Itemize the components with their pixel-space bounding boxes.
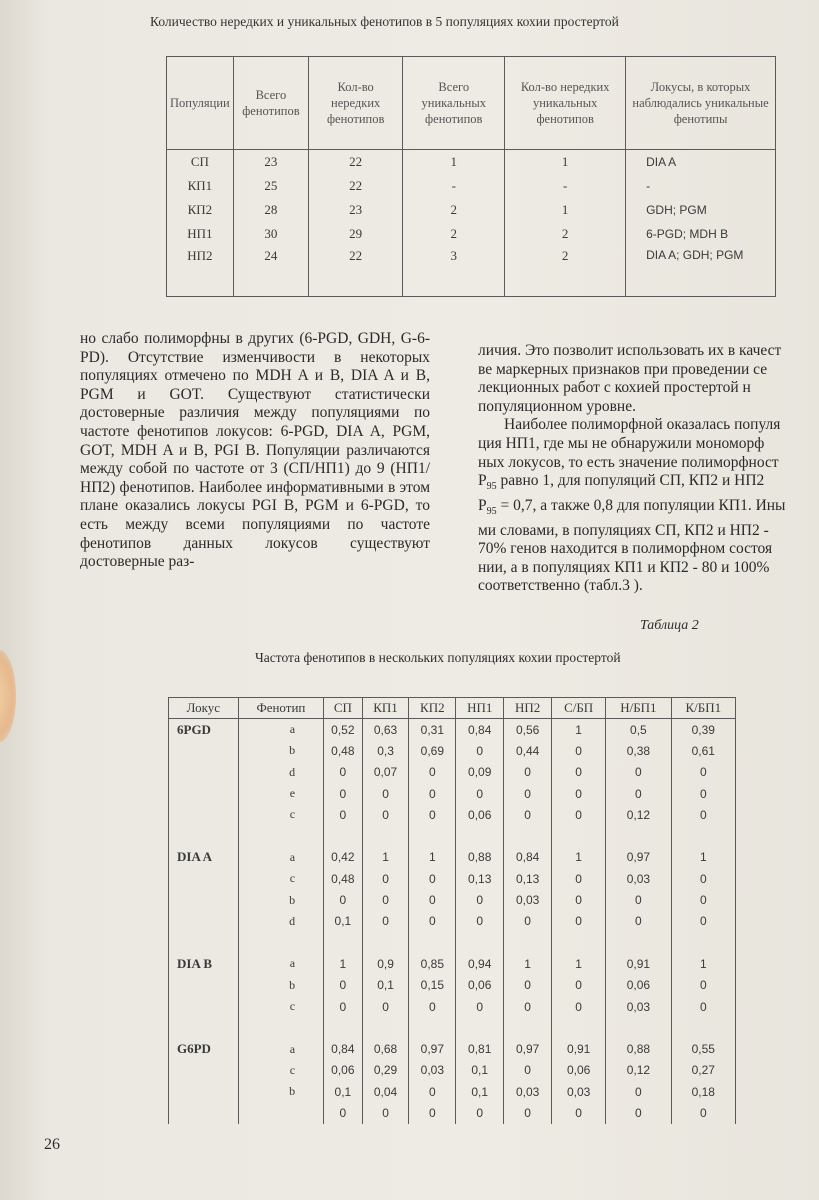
- frequency-cell: 0,94: [456, 953, 504, 974]
- frequency-cell: 0,03: [552, 1081, 606, 1102]
- text-line: лекционных работ с кохией простертой н: [478, 379, 751, 397]
- frequency-cell: 0: [324, 1102, 363, 1123]
- p95-symbol: P: [478, 472, 487, 490]
- empty-cell: [456, 825, 504, 846]
- table1-cell: КП2: [167, 198, 234, 222]
- frequency-cell: 0,06: [456, 804, 504, 825]
- table1-cell: НП1: [167, 222, 234, 246]
- frequency-cell: 1: [362, 847, 409, 868]
- table1: [166, 56, 776, 297]
- p95-subscript: 95: [486, 505, 497, 517]
- thumb-shadow: [0, 650, 16, 742]
- frequency-cell: 0,88: [606, 1038, 671, 1059]
- empty-cell: [362, 932, 409, 953]
- phenotype-cell: a: [238, 953, 323, 974]
- frequency-cell: 0,85: [409, 953, 456, 974]
- text-line: ных локусов, то есть значение полиморфност: [478, 453, 779, 471]
- empty-cell: [606, 932, 671, 953]
- frequency-cell: 0: [409, 1102, 456, 1123]
- frequency-cell: 0: [671, 996, 735, 1017]
- frequency-cell: 0,48: [324, 868, 363, 889]
- locus-cell: [169, 975, 239, 996]
- frequency-cell: 0,55: [671, 1038, 735, 1059]
- paragraph: но слабо полиморфны в других (6-PGD, GDH, G-6-PD). Отсутствие изменчивости в некоторых популяциях отмечено по MDH A и B, DIA A и B, PGM и GOT. Существуют статистически достоверные различия между популяциями по частоте фенотипов локусов: 6-PGD, DIA A, PGM, GOT, MDH A и B, PGI B. Популяции различаются между собой по частоте от 3 (СП/НП1) до 9 (НП1/НП2) фенотипов. Наиболее информативными в этом плане оказались локусы PGI B, PGM и 6-PGD, то есть между всеми популяциями по частоте фенотипов данных локусов существуют достоверные раз-: [80, 330, 430, 571]
- empty-cell: [409, 1017, 456, 1038]
- frequency-cell: 0,1: [324, 1081, 363, 1102]
- p95-symbol: P: [478, 496, 487, 514]
- table1-caption: Количество нередких и уникальных фенотипов в 5 популяциях кохии простертой: [150, 14, 619, 29]
- text-line: 70% генов находится в полиморфном состоя: [478, 540, 773, 558]
- table-row: [169, 996, 736, 1017]
- page-number: 26: [44, 1136, 60, 1153]
- table1-header-cell: Локусы, в которых наблюдались уникальные фенотипы: [626, 57, 776, 150]
- empty-cell: [671, 932, 735, 953]
- frequency-cell: 0: [504, 975, 552, 996]
- empty-cell: [552, 1017, 606, 1038]
- empty-cell: [169, 1017, 239, 1038]
- table2-header-row: [169, 698, 736, 719]
- empty-cell: [456, 1017, 504, 1038]
- phenotype-cell: b: [238, 975, 323, 996]
- frequency-cell: 0: [362, 996, 409, 1017]
- frequency-cell: 0: [409, 762, 456, 783]
- frequency-cell: 0: [671, 804, 735, 825]
- frequency-cell: 0: [504, 996, 552, 1017]
- frequency-cell: 0: [456, 740, 504, 761]
- table2-header-cell: НП2: [504, 698, 552, 719]
- table-gap-row: [169, 932, 736, 953]
- empty-cell: [409, 825, 456, 846]
- table2-header-cell: Н/БП1: [606, 698, 671, 719]
- frequency-cell: 0: [504, 1102, 552, 1123]
- frequency-cell: 0,68: [362, 1038, 409, 1059]
- phenotype-cell: d: [238, 762, 323, 783]
- frequency-cell: 0,48: [324, 740, 363, 761]
- frequency-cell: 0,39: [671, 719, 735, 741]
- frequency-cell: 0: [606, 762, 671, 783]
- phenotype-cell: a: [238, 719, 323, 741]
- text-line: Наиболее полиморфной оказалась популя: [504, 416, 781, 434]
- frequency-cell: 0: [671, 762, 735, 783]
- frequency-cell: 0,03: [504, 1081, 552, 1102]
- table1-cell: КП1: [167, 174, 234, 198]
- frequency-cell: 0: [456, 911, 504, 932]
- locus-cell: [169, 1081, 239, 1102]
- phenotype-cell: c: [238, 868, 323, 889]
- frequency-cell: 0: [552, 740, 606, 761]
- frequency-cell: 0,52: [324, 719, 363, 741]
- table-row: [169, 762, 736, 783]
- table-row: [169, 1038, 736, 1059]
- empty-cell: [324, 932, 363, 953]
- frequency-cell: 0: [324, 889, 363, 910]
- frequency-cell: 0,1: [362, 975, 409, 996]
- table1-cell: 29: [309, 222, 403, 246]
- frequency-cell: 0: [409, 1081, 456, 1102]
- table1-cell: 22: [309, 150, 403, 175]
- frequency-cell: 0,06: [552, 1060, 606, 1081]
- table-row: [169, 953, 736, 974]
- frequency-cell: 0: [409, 783, 456, 804]
- frequency-cell: 0: [504, 783, 552, 804]
- empty-cell: [606, 1017, 671, 1038]
- phenotype-cell: c: [238, 1060, 323, 1081]
- frequency-cell: 0,12: [606, 1060, 671, 1081]
- frequency-cell: 0,06: [456, 975, 504, 996]
- table-row: [167, 222, 776, 246]
- frequency-cell: 1: [409, 847, 456, 868]
- table-row: [169, 975, 736, 996]
- frequency-cell: 0,18: [671, 1081, 735, 1102]
- table1-cell: 2: [403, 222, 505, 246]
- text-line: ция НП1, где мы не обнаружили мономорф: [478, 434, 765, 452]
- table1-cell: 1: [403, 150, 505, 175]
- frequency-cell: 0,07: [362, 762, 409, 783]
- text-line: нии, а в популяциях КП1 и КП2 - 80 и 100%: [478, 558, 770, 576]
- frequency-cell: 0,44: [504, 740, 552, 761]
- frequency-cell: 0: [671, 889, 735, 910]
- frequency-cell: 0: [324, 762, 363, 783]
- locus-cell: [169, 740, 239, 761]
- table-row: [169, 847, 736, 868]
- frequency-cell: 0,84: [504, 847, 552, 868]
- frequency-cell: 0,56: [504, 719, 552, 741]
- frequency-cell: 1: [552, 847, 606, 868]
- frequency-cell: 0,38: [606, 740, 671, 761]
- table2: [168, 697, 736, 1124]
- frequency-cell: 0: [606, 1102, 671, 1123]
- frequency-cell: 0: [552, 911, 606, 932]
- frequency-cell: 0: [504, 911, 552, 932]
- table1-cell: DIA A: [626, 150, 776, 175]
- frequency-cell: 0,03: [409, 1060, 456, 1081]
- table2-body: [169, 719, 736, 1124]
- phenotype-cell: [238, 1102, 323, 1123]
- text-line: личия. Это позволит использовать их в качест: [478, 342, 782, 359]
- frequency-cell: 0,84: [324, 1038, 363, 1059]
- frequency-cell: 0,63: [362, 719, 409, 741]
- empty-cell: [504, 932, 552, 953]
- table2-header-cell: СП: [324, 698, 363, 719]
- frequency-cell: 0: [362, 1102, 409, 1123]
- locus-cell: [169, 762, 239, 783]
- locus-cell: 6PGD: [169, 719, 239, 741]
- table1-header-cell: Всего фенотипов: [233, 57, 308, 150]
- frequency-cell: 0: [362, 783, 409, 804]
- locus-cell: [169, 1102, 239, 1123]
- empty-cell: [552, 825, 606, 846]
- frequency-cell: 0: [362, 804, 409, 825]
- empty-cell: [504, 1017, 552, 1038]
- frequency-cell: 1: [671, 953, 735, 974]
- frequency-cell: 0: [504, 762, 552, 783]
- frequency-cell: 0: [409, 911, 456, 932]
- frequency-cell: 0,84: [456, 719, 504, 741]
- frequency-cell: 0,9: [362, 953, 409, 974]
- table2-header-cell: НП1: [456, 698, 504, 719]
- table1-header-cell: Популяции: [167, 57, 234, 150]
- locus-cell: [169, 1060, 239, 1081]
- table1-cell: -: [403, 174, 505, 198]
- frequency-cell: 0: [409, 804, 456, 825]
- table2-header-cell: Локус: [169, 698, 239, 719]
- frequency-cell: 0,15: [409, 975, 456, 996]
- table-row: [169, 911, 736, 932]
- frequency-cell: 0,1: [324, 911, 363, 932]
- frequency-cell: 0: [324, 996, 363, 1017]
- frequency-cell: 0,31: [409, 719, 456, 741]
- empty-cell: [169, 932, 239, 953]
- locus-cell: [169, 911, 239, 932]
- frequency-cell: 0,5: [606, 719, 671, 741]
- empty-cell: [362, 1017, 409, 1038]
- table1-cell: 22: [309, 246, 403, 297]
- frequency-cell: 0: [671, 975, 735, 996]
- frequency-cell: 0: [456, 996, 504, 1017]
- table-row: [169, 1081, 736, 1102]
- locus-cell: DIA A: [169, 847, 239, 868]
- table-row: [167, 198, 776, 222]
- frequency-cell: 0: [362, 868, 409, 889]
- table2-header-cell: Фенотип: [238, 698, 323, 719]
- frequency-cell: 0: [671, 783, 735, 804]
- frequency-cell: 0,13: [504, 868, 552, 889]
- empty-cell: [169, 825, 239, 846]
- frequency-cell: 0,91: [606, 953, 671, 974]
- phenotype-cell: a: [238, 847, 323, 868]
- table2-header-cell: К/БП1: [671, 698, 735, 719]
- frequency-cell: 0: [552, 975, 606, 996]
- locus-cell: [169, 996, 239, 1017]
- table1-body: [167, 150, 776, 297]
- frequency-cell: 0: [409, 868, 456, 889]
- frequency-cell: 0,42: [324, 847, 363, 868]
- frequency-cell: 0: [409, 996, 456, 1017]
- frequency-cell: 0: [456, 1102, 504, 1123]
- table-row: [167, 246, 776, 297]
- empty-cell: [606, 825, 671, 846]
- frequency-cell: 0: [606, 889, 671, 910]
- frequency-cell: 0: [362, 889, 409, 910]
- frequency-cell: 0,03: [606, 996, 671, 1017]
- empty-cell: [238, 932, 323, 953]
- table1-cell: 22: [309, 174, 403, 198]
- frequency-cell: 0,04: [362, 1081, 409, 1102]
- table2-header-cell: КП1: [362, 698, 409, 719]
- frequency-cell: 1: [324, 953, 363, 974]
- frequency-cell: 0: [552, 762, 606, 783]
- table-row: [169, 804, 736, 825]
- table2-label: Таблица 2: [640, 618, 699, 633]
- frequency-cell: 0: [552, 889, 606, 910]
- empty-cell: [456, 932, 504, 953]
- table1-header-cell: Всего уникальных фенотипов: [403, 57, 505, 150]
- frequency-cell: 0: [606, 911, 671, 932]
- table1-cell: -: [626, 174, 776, 198]
- text-column-left: [80, 330, 430, 572]
- phenotype-cell: a: [238, 1038, 323, 1059]
- frequency-cell: 0,88: [456, 847, 504, 868]
- table1-cell: 23: [233, 150, 308, 175]
- phenotype-cell: b: [238, 889, 323, 910]
- table1-cell: 2: [403, 198, 505, 222]
- frequency-cell: 1: [552, 953, 606, 974]
- frequency-cell: 0: [671, 911, 735, 932]
- frequency-cell: 0,1: [456, 1060, 504, 1081]
- table-row: [167, 174, 776, 198]
- table1-header-cell: Кол-во нередких фенотипов: [309, 57, 403, 150]
- phenotype-cell: c: [238, 804, 323, 825]
- table2-header-cell: С/БП: [552, 698, 606, 719]
- table1-cell: 30: [233, 222, 308, 246]
- empty-cell: [409, 932, 456, 953]
- empty-cell: [324, 825, 363, 846]
- phenotype-cell: b: [238, 1081, 323, 1102]
- frequency-cell: 0: [324, 804, 363, 825]
- text-line: $P_{95} = 0,7$, а также 0,8 для популяции КП1. Ины: [478, 496, 786, 517]
- locus-cell: DIA B: [169, 953, 239, 974]
- table1-cell: 3: [403, 246, 505, 297]
- table-row: [167, 150, 776, 175]
- text-line: популяционном уровне.: [478, 397, 636, 415]
- empty-cell: [238, 825, 323, 846]
- frequency-cell: 0: [504, 1060, 552, 1081]
- empty-cell: [671, 1017, 735, 1038]
- table-row: [169, 740, 736, 761]
- table1-cell: 1: [505, 150, 626, 175]
- table1-cell: НП2: [167, 246, 234, 297]
- table1-header-cell: Кол-во нередких уникальных фенотипов: [505, 57, 626, 150]
- phenotype-cell: e: [238, 783, 323, 804]
- table1-cell: 1: [505, 198, 626, 222]
- table1-cell: 23: [309, 198, 403, 222]
- phenotype-cell: c: [238, 996, 323, 1017]
- phenotype-cell: b: [238, 740, 323, 761]
- empty-cell: [504, 825, 552, 846]
- text-line: соответственно (табл.3 ).: [478, 577, 643, 595]
- frequency-cell: 1: [552, 719, 606, 741]
- table1-cell: 28: [233, 198, 308, 222]
- frequency-cell: 0: [456, 889, 504, 910]
- text-line: ве маркерных признаков при проведении се: [478, 360, 768, 378]
- locus-cell: [169, 889, 239, 910]
- table-row: [169, 719, 736, 741]
- frequency-cell: 0,97: [606, 847, 671, 868]
- text-line: ми словами, в популяциях СП, КП2 и НП2 -: [478, 521, 769, 539]
- frequency-cell: 0,69: [409, 740, 456, 761]
- empty-cell: [238, 1017, 323, 1038]
- frequency-cell: 0,97: [504, 1038, 552, 1059]
- table-row: [169, 1102, 736, 1123]
- frequency-cell: 0: [671, 868, 735, 889]
- frequency-cell: 0: [552, 868, 606, 889]
- frequency-cell: 0: [324, 783, 363, 804]
- table-row: [169, 868, 736, 889]
- table1-cell: 6-PGD; MDH B: [626, 222, 776, 246]
- table-gap-row: [169, 1017, 736, 1038]
- table2-caption: Частота фенотипов в нескольких популяциях кохии простертой: [255, 650, 621, 665]
- frequency-cell: 0: [671, 1102, 735, 1123]
- table1-cell: СП: [167, 150, 234, 175]
- frequency-cell: 0,3: [362, 740, 409, 761]
- table-row: [169, 889, 736, 910]
- table1-cell: 25: [233, 174, 308, 198]
- frequency-cell: 0,03: [606, 868, 671, 889]
- frequency-cell: 0,91: [552, 1038, 606, 1059]
- frequency-cell: 0: [504, 804, 552, 825]
- frequency-cell: 0: [362, 911, 409, 932]
- frequency-cell: 0,81: [456, 1038, 504, 1059]
- locus-cell: G6PD: [169, 1038, 239, 1059]
- frequency-cell: 0,06: [324, 1060, 363, 1081]
- frequency-cell: 0,06: [606, 975, 671, 996]
- table2-header-cell: КП2: [409, 698, 456, 719]
- empty-cell: [552, 932, 606, 953]
- table1-cell: -: [505, 174, 626, 198]
- table1-cell: GDH; PGM: [626, 198, 776, 222]
- frequency-cell: 0,97: [409, 1038, 456, 1059]
- empty-cell: [324, 1017, 363, 1038]
- locus-cell: [169, 783, 239, 804]
- table1-cell: 2: [505, 246, 626, 297]
- frequency-cell: 0,12: [606, 804, 671, 825]
- frequency-cell: 0: [552, 783, 606, 804]
- table-row: [169, 1060, 736, 1081]
- table-row: [169, 783, 736, 804]
- text-line: $P_{95}$ равно 1, для популяций СП, КП2 и НП2: [478, 472, 765, 493]
- frequency-cell: 0: [552, 1102, 606, 1123]
- table1-header-row: [167, 57, 776, 150]
- frequency-cell: 0: [552, 804, 606, 825]
- frequency-cell: 0: [606, 783, 671, 804]
- frequency-cell: 0,13: [456, 868, 504, 889]
- frequency-cell: 0,61: [671, 740, 735, 761]
- table-gap-row: [169, 825, 736, 846]
- frequency-cell: 0: [456, 783, 504, 804]
- frequency-cell: 1: [671, 847, 735, 868]
- frequency-cell: 0: [324, 975, 363, 996]
- text-column-right: [478, 342, 819, 596]
- table1-cell: DIA A; GDH; PGM: [626, 246, 776, 297]
- table1-cell: 2: [505, 222, 626, 246]
- frequency-cell: 0,29: [362, 1060, 409, 1081]
- p95-subscript: 95: [486, 481, 497, 493]
- frequency-cell: 0,1: [456, 1081, 504, 1102]
- frequency-cell: 0,27: [671, 1060, 735, 1081]
- empty-cell: [362, 825, 409, 846]
- locus-cell: [169, 804, 239, 825]
- phenotype-cell: d: [238, 911, 323, 932]
- table1-cell: 24: [233, 246, 308, 297]
- frequency-cell: 0,03: [504, 889, 552, 910]
- empty-cell: [671, 825, 735, 846]
- locus-cell: [169, 868, 239, 889]
- frequency-cell: 0: [552, 996, 606, 1017]
- frequency-cell: 1: [504, 953, 552, 974]
- frequency-cell: 0: [409, 889, 456, 910]
- frequency-cell: 0: [606, 1081, 671, 1102]
- frequency-cell: 0,09: [456, 762, 504, 783]
